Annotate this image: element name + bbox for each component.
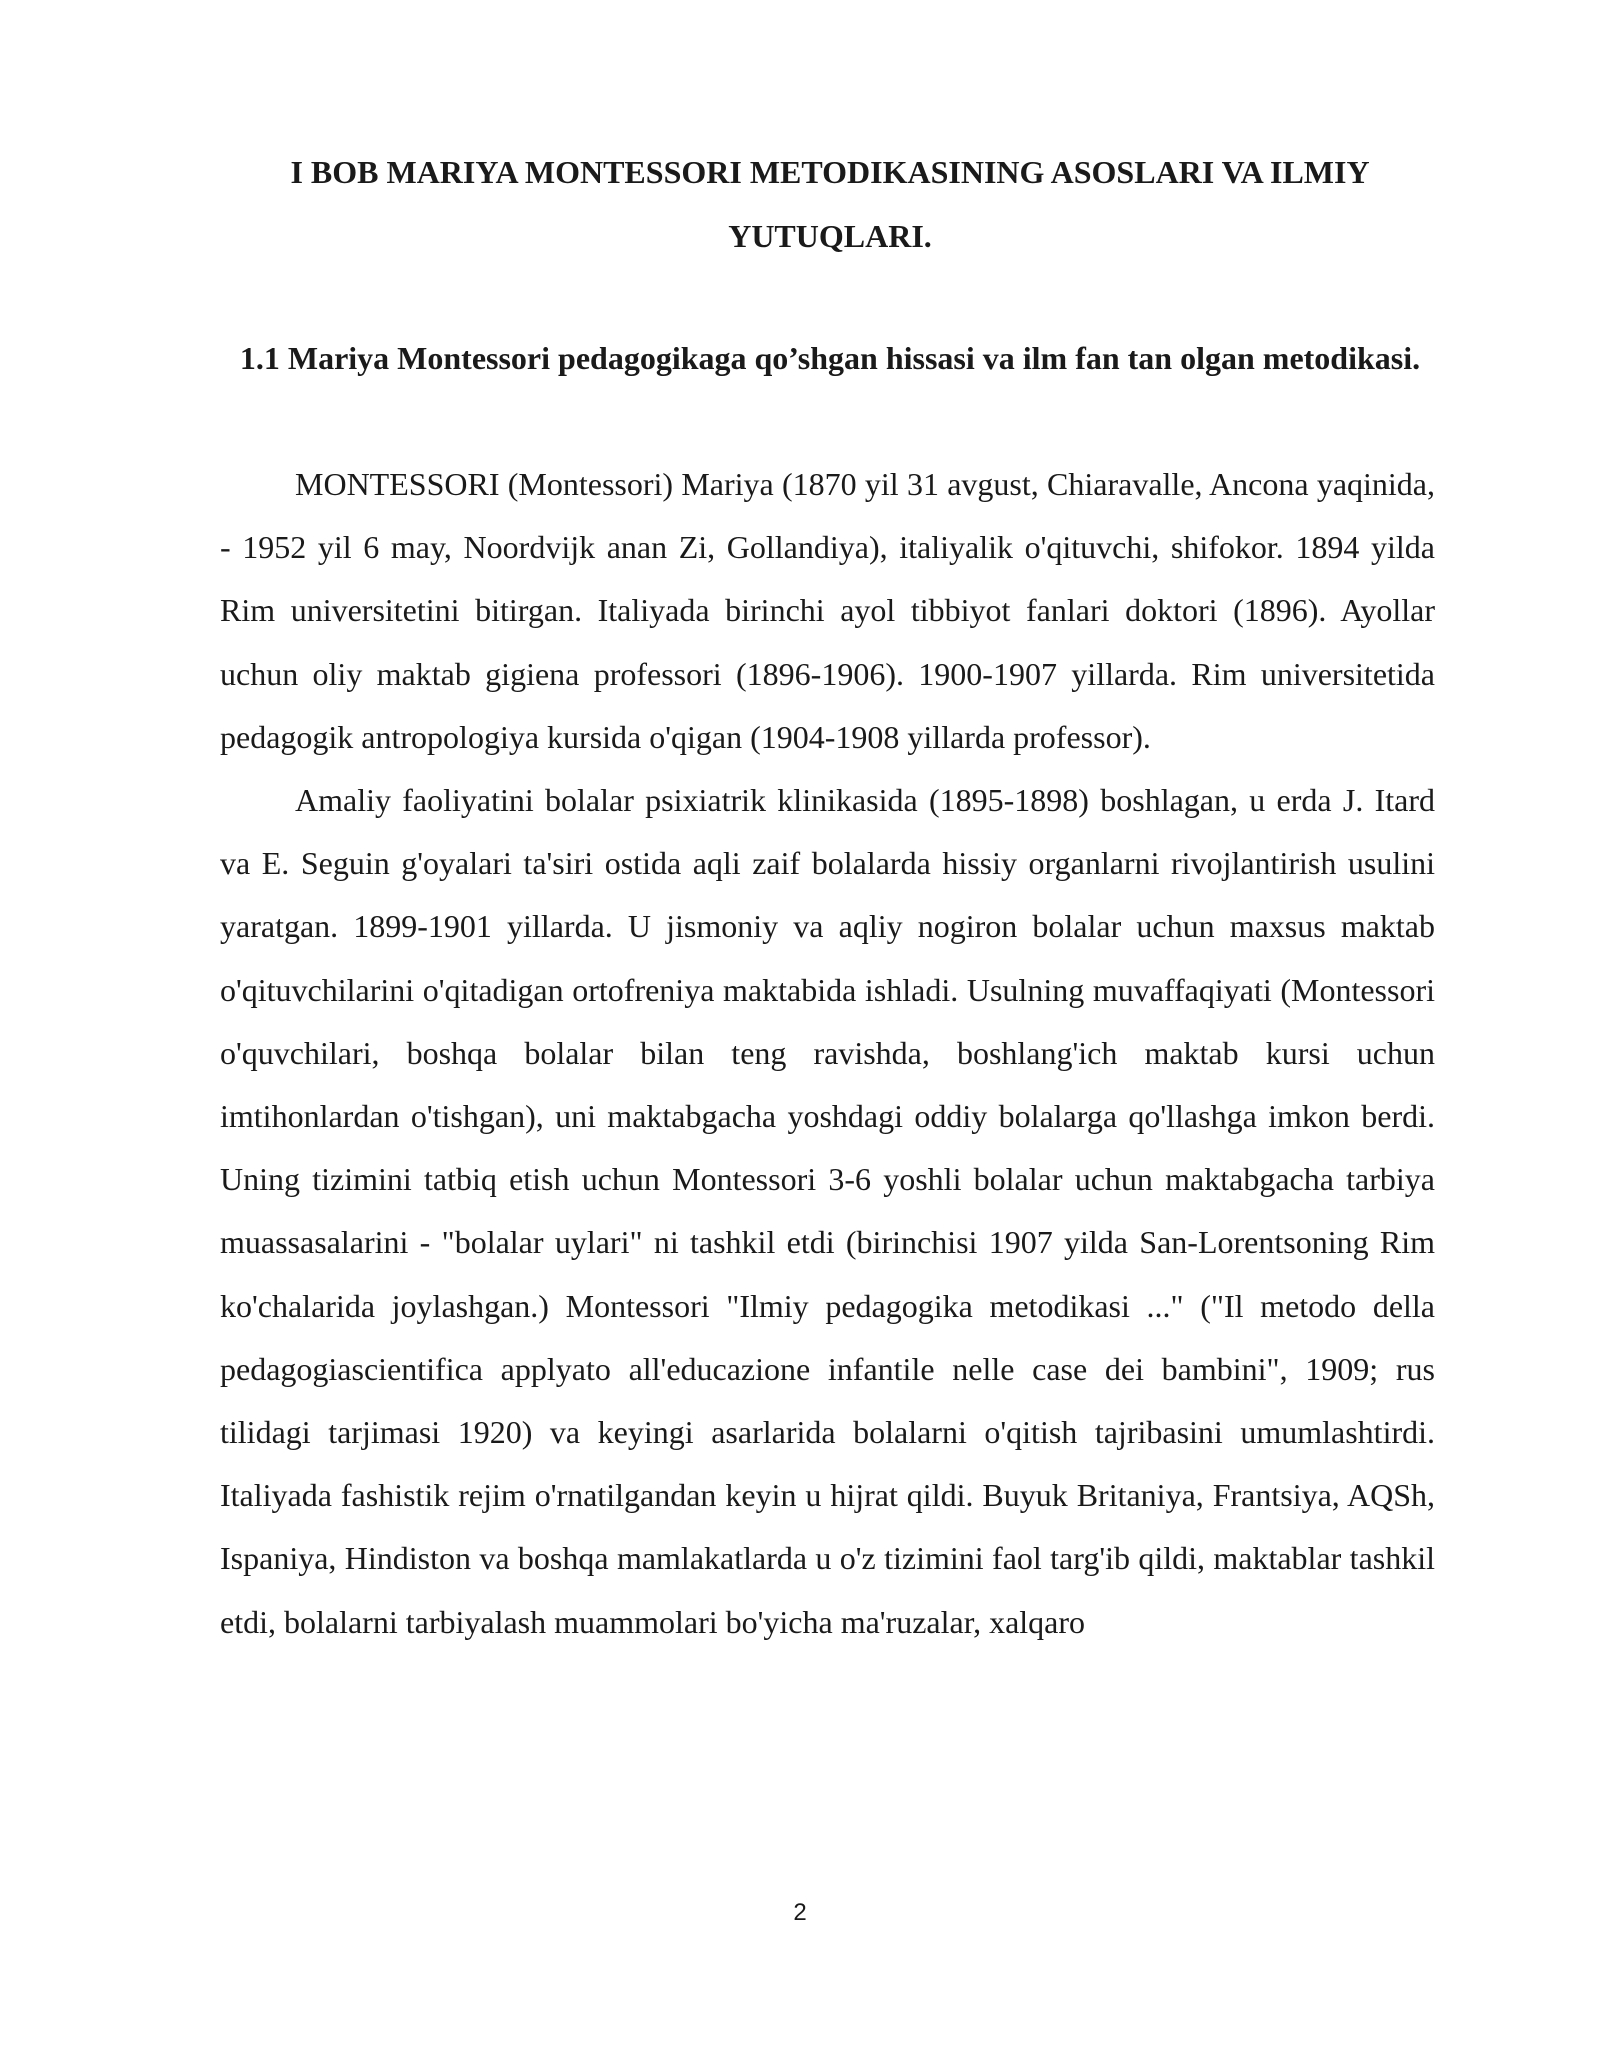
paragraph-biography: MONTESSORI (Montessori) Mariya (1870 yil 31 avgust, Chiaravalle, Ancona yaqinida, - 1952 yil 6 may, Noordvijk anan Zi, Gollandiya), italiyalik o'qituvchi, shifokor. 1894 yilda Rim universitetini bitirgan. Italiyada birinchi ayol tibbiyot fanlari doktori (1896). Ayollar uchun oliy maktab gigiena professori (1896-1906). 1900-1907 yillarda. Rim universitetida pedagogik antropologiya kursida o'qigan (1904-1908 yillarda professor). <box>220 466 1435 755</box>
paragraph-practice: Amaliy faoliyatini bolalar psixiatrik klinikasida (1895-1898) boshlagan, u erda J. Itard va E. Seguin g'oyalari ta'siri ostida aqli zaif bolalarda hissiy organlarni rivojlantirish usulini yaratgan. 1899-1901 yillarda. U jismoniy va aqliy nogiron bolalar uchun maxsus maktab o'qituvchilarini o'qitadigan ortofreniya maktabida ishladi. Usulning muvaffaqiyati (Montessori o'quvchilari, boshqa bolalar bilan teng ravishda, boshlang'ich maktab kursi uchun imtihonlardan o'tishgan), uni maktabgacha yoshdagi oddiy bolalarga qo'llashga imkon berdi. Uning tizimini tatbiq etish uchun Montessori 3-6 yoshli bolalar uchun maktabgacha tarbiya muassasalarini - "bolalar uylari" ni tashkil etdi (birinchisi 1907 yilda San-Lorentsoning Rim ko'chalarida joylashgan.) Montessori "Ilmiy pedagogika metodikasi ..." ("Il metodo della pedagogiascientifica applyato all'educazione infantile nelle case dei bambini", 1909; rus tilidagi tarjimasi 1920) va keyingi asarlarida bolalarni o'qitish tajribasini umumlashtirdi. Italiyada fashistik rejim o'rnatilgandan keyin u hijrat qildi. Buyuk Britaniya, Frantsiya, AQSh, Ispaniya, Hindiston va boshqa mamlakatlarda u o'z tizimini faol targ'ib qildi, maktablar tashkil etdi, bolalarni tarbiyalash muammolari bo'yicha ma'ruzalar, xalqaro <box>220 782 1435 1640</box>
section-title: 1.1 Mariya Montessori pedagogikaga qo’shgan hissasi va ilm fan tan olgan metodikasi. <box>239 340 1421 376</box>
page-number: 2 <box>793 1899 807 1926</box>
body-text <box>220 453 1435 1654</box>
chapter-title: I BOB MARIYA MONTESSORI METODIKASINING ASOSLARI VA ILMIY YUTUQLARI. <box>290 154 1370 254</box>
